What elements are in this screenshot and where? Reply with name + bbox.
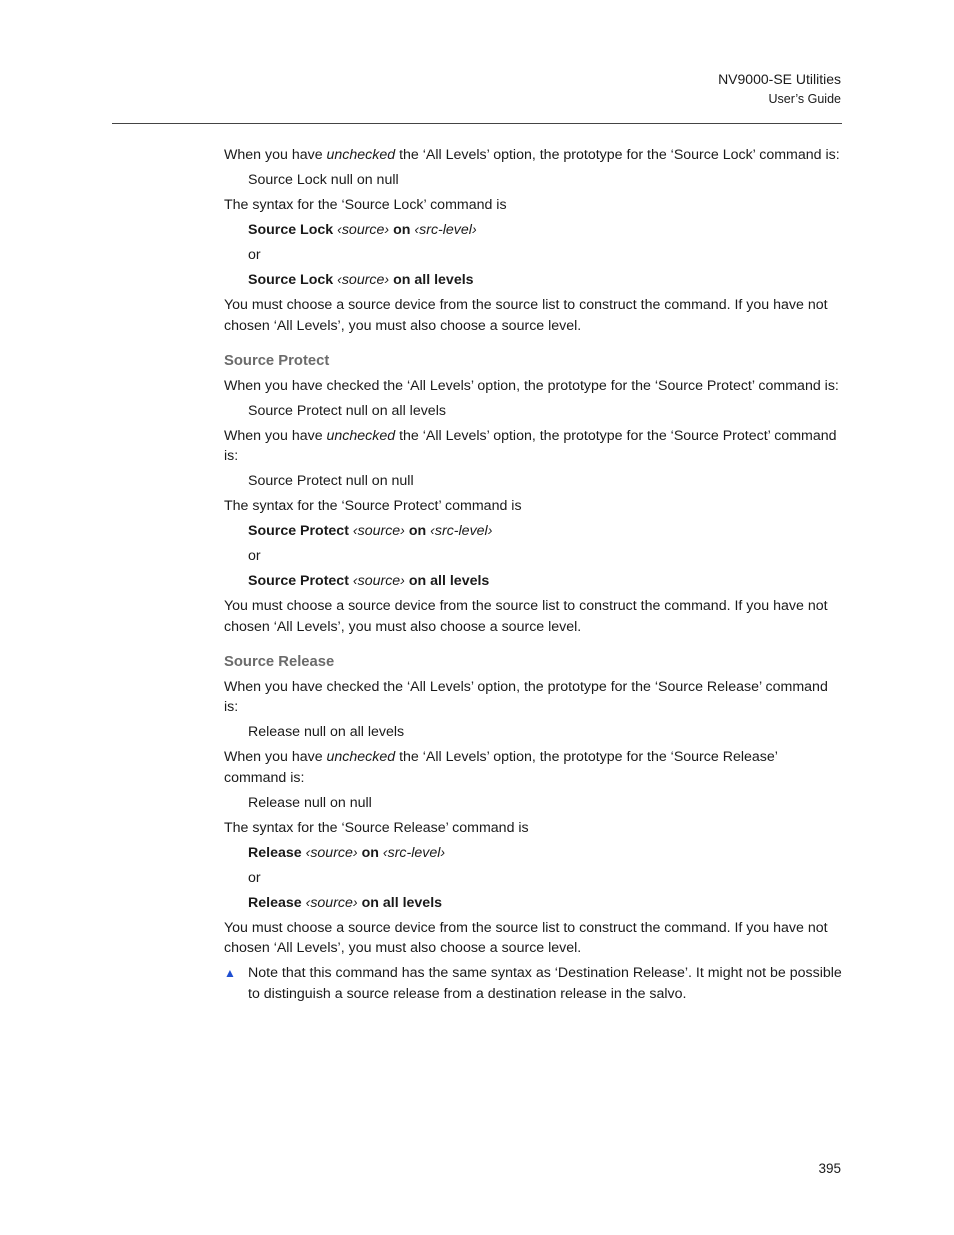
release-proto-unchecked: Release null on null <box>248 794 372 811</box>
protect-or: or <box>248 548 261 564</box>
release-unchecked-text: When you have unchecked the ‘All Levels’ option, the prototype for the ‘Source Release’ command is: <box>224 749 778 786</box>
release-syntax-2: Release ‹source› on all levels <box>248 894 443 911</box>
protect-proto-unchecked: Source Protect null on null <box>248 473 414 489</box>
protect-heading: Source Protect <box>224 352 330 369</box>
header-title: NV9000-SE Utilities <box>718 71 841 87</box>
release-note-text: Note that this command has the same syntax as ‘Destination Release’. It might not be possible to distinguish a source release from a destination release in the salvo. <box>248 965 842 1002</box>
header-rule <box>112 123 842 124</box>
warning-triangle-icon: ▲ <box>224 966 236 980</box>
lock-must-text: You must choose a source device from the source list to construct the command. If you have not chosen ‘All Levels’, you must also choose a source level. <box>224 297 828 334</box>
protect-unchecked-text: When you have unchecked the ‘All Levels’ option, the prototype for the ‘Source Protect’ command is: <box>224 427 837 464</box>
lock-proto-unchecked: Source Lock null on null <box>248 172 399 188</box>
release-syntax-1: Release ‹source› on ‹src-level› <box>248 844 446 861</box>
release-or: or <box>248 869 261 886</box>
protect-syntax-1: Source Protect ‹source› on ‹src-level› <box>248 523 493 539</box>
release-proto-checked: Release null on all levels <box>248 724 405 740</box>
protect-checked-text: When you have checked the ‘All Levels’ option, the prototype for the ‘Source Protect’ command is: <box>224 377 839 394</box>
protect-must-text: You must choose a source device from the source list to construct the command. If you have not chosen ‘All Levels’, you must also choose a source level. <box>224 598 828 635</box>
release-must-text: You must choose a source device from the source list to construct the command. If you have not chosen ‘All Levels’, you must also choose a source level. <box>224 919 828 956</box>
lock-syntax-2: Source Lock ‹source› on all levels <box>248 272 474 288</box>
protect-syntax-intro: The syntax for the ‘Source Protect’ command is <box>224 498 522 514</box>
lock-unchecked-text: When you have unchecked the ‘All Levels’ option, the prototype for the ‘Source Lock’ command is: <box>224 147 840 163</box>
lock-syntax-1: Source Lock ‹source› on ‹src-level› <box>248 222 477 238</box>
lock-or: or <box>248 247 261 263</box>
lock-syntax-intro: The syntax for the ‘Source Lock’ command is <box>224 197 507 213</box>
header-subtitle: User’s Guide <box>768 92 841 106</box>
page-content <box>224 145 842 1004</box>
protect-proto-checked: Source Protect null on all levels <box>248 402 446 419</box>
release-syntax-intro: The syntax for the ‘Source Release’ command is <box>224 819 529 836</box>
page-number: 395 <box>818 1161 841 1176</box>
release-checked-text: When you have checked the ‘All Levels’ option, the prototype for the ‘Source Release’ command is: <box>224 678 828 715</box>
release-note <box>224 963 842 1004</box>
protect-syntax-2: Source Protect ‹source› on all levels <box>248 573 490 589</box>
release-heading: Source Release <box>224 653 335 670</box>
